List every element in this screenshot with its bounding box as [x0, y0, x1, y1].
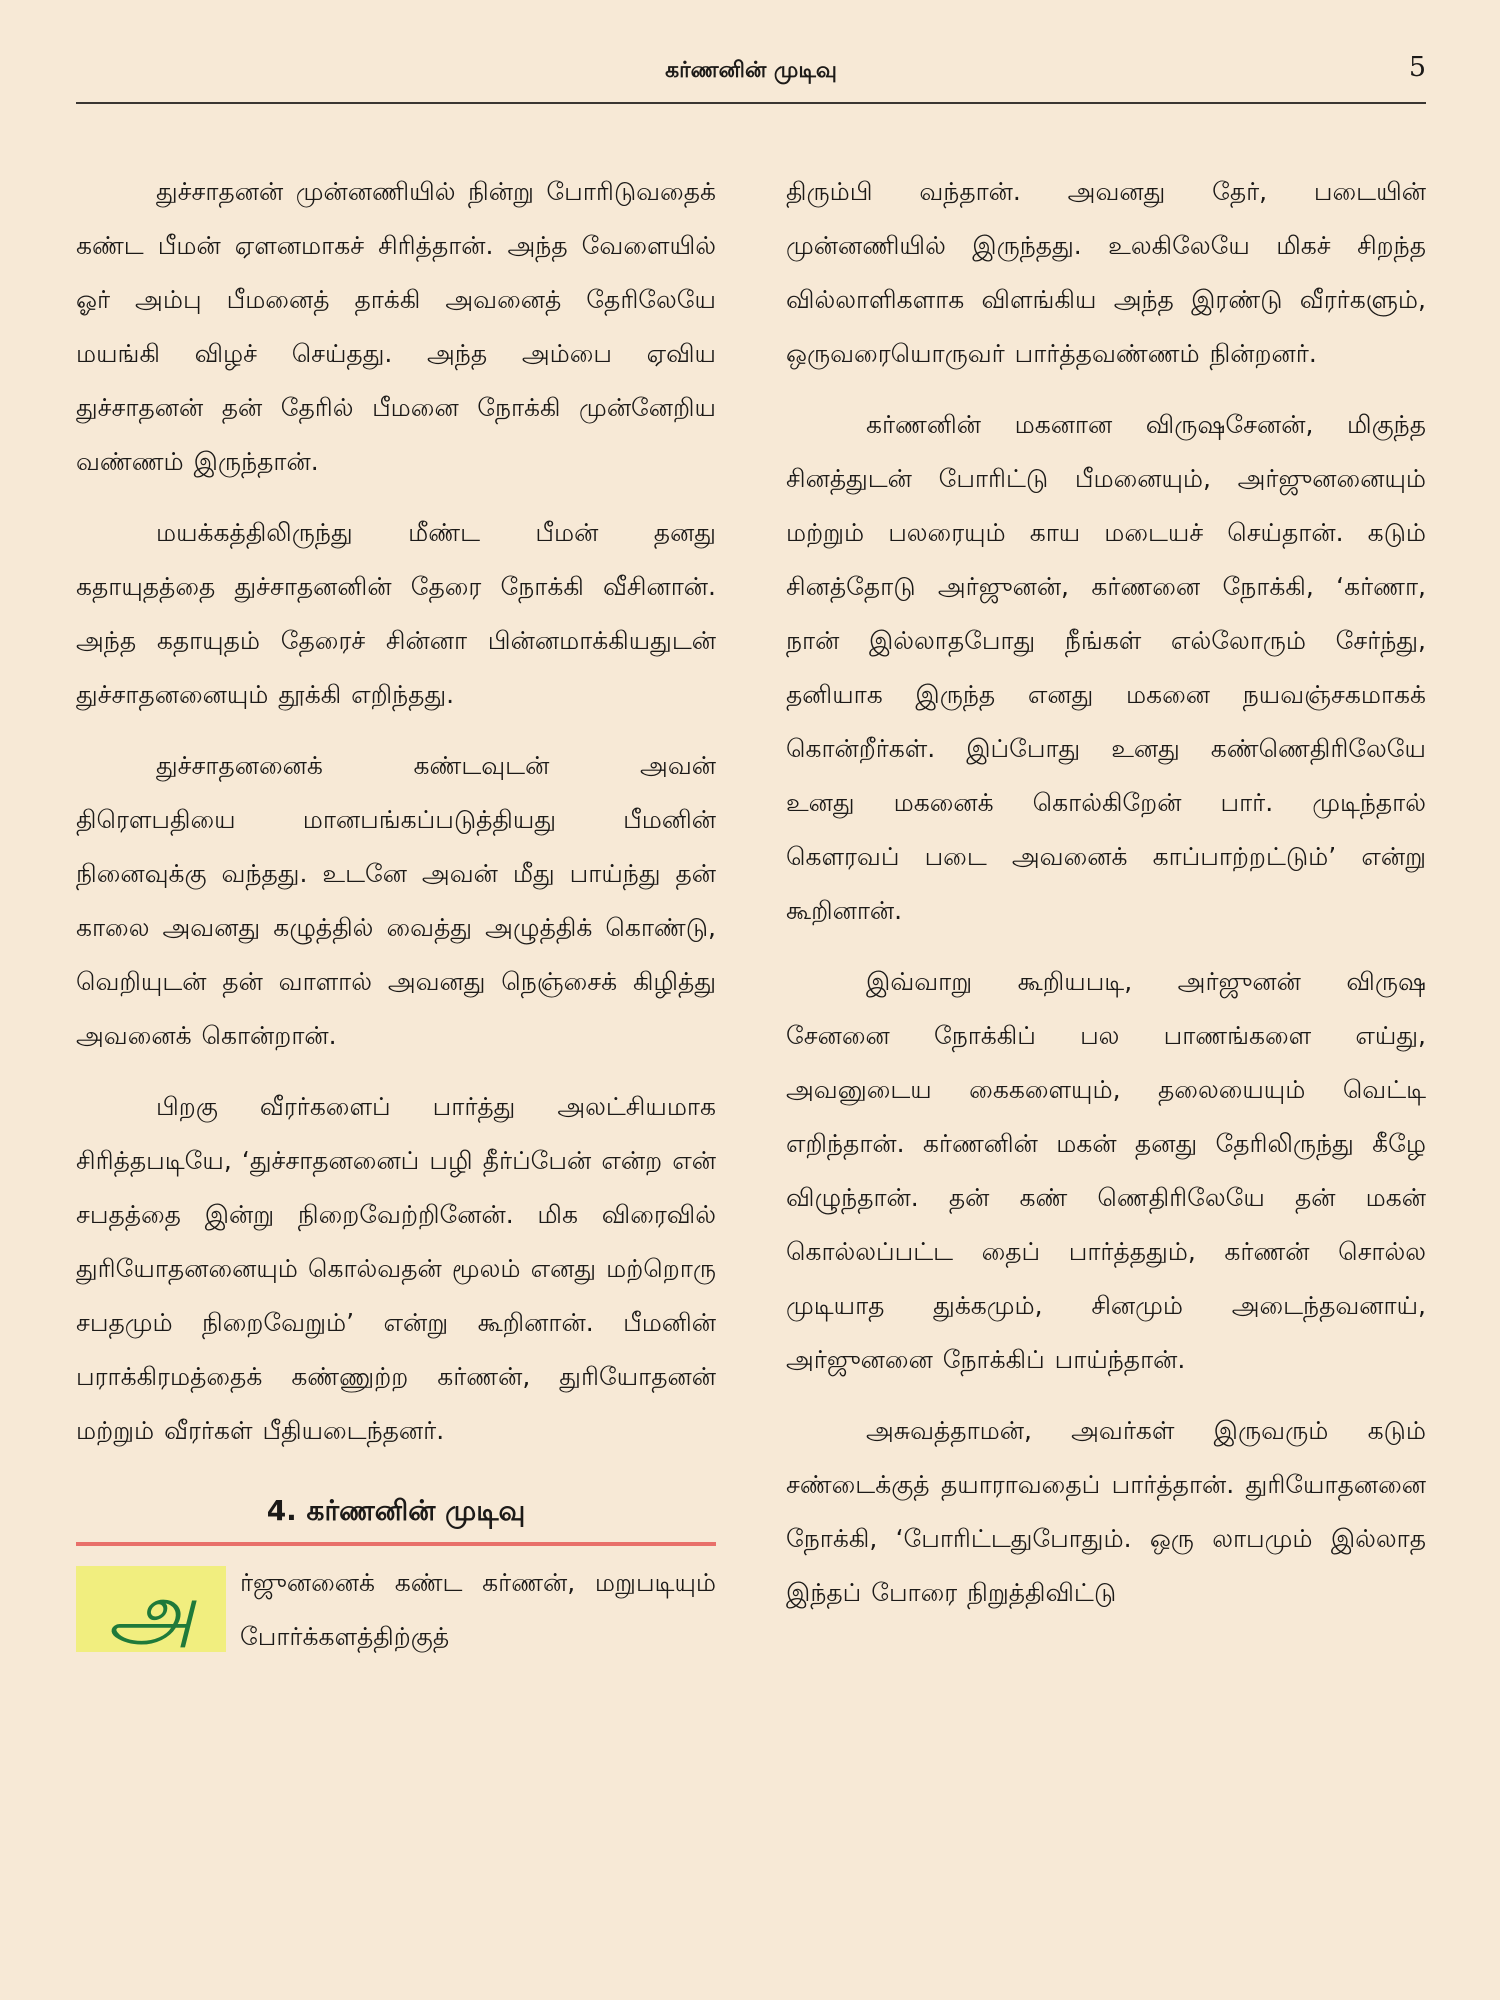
- left-column: [76, 165, 716, 1664]
- paragraph: துச்சாதனன் முன்னணியில் நின்று போரிடுவதைக் கண்ட பீமன் ஏளனமாகச் சிரித்தான். அந்த வேளையில் ஓர் அம்பு பீமனைத் தாக்கி அவனைத் தேரிலேயே மயங்கி விழச் செய்தது. அந்த அம்பை ஏவிய துச்சாதனன் தன் தேரில் பீமனை நோக்கி முன்னேறிய வண்ணம் இருந்தான்.: [76, 177, 716, 476]
- heading-rule: [76, 1542, 716, 1546]
- paragraph: அசுவத்தாமன், அவர்கள் இருவரும் கடும் சண்டைக்குத் தயாராவதைப் பார்த்தான். துரியோதனனை நோக்கி, ‘போரிட்டதுபோதும். ஒரு லாபமும் இல்லாத இந்தப் போரை நிறுத்திவிட்டு: [786, 1416, 1426, 1607]
- right-column: [786, 165, 1426, 1620]
- paragraph: கர்ணனின் மகனான விருஷசேனன், மிகுந்த சினத்துடன் போரிட்டு பீமனையும், அர்ஜுனனையும் மற்றும் பலரையும் காய மடையச் செய்தான். கடும் சினத்தோடு அர்ஜுனன், கர்ணனை நோக்கி, ‘கர்ணா, நான் இல்லாதபோது நீங்கள் எல்லோரும் சேர்ந்து, தனியாக இருந்த எனது மகனை நயவஞ்சகமாகக் கொன்றீர்கள். இப்போது உனது கண்ணெதிரிலேயே உனது மகனைக் கொல்கிறேன் பார். முடிந்தால் கௌரவப் படை அவனைக் காப்பாற்றட்டும்’ என்று கூறினான்.: [786, 410, 1426, 925]
- paragraph: திரும்பி வந்தான். அவனது தேர், படையின் முன்னணியில் இருந்தது. உலகிலேயே மிகச் சிறந்த வில்லாளிகளாக விளங்கிய அந்த இரண்டு வீரர்களும், ஒருவரையொருவர் பார்த்தவண்ணம் நின்றனர்.: [786, 177, 1426, 368]
- paragraph: துச்சாதனனைக் கண்டவுடன் அவன் திரௌபதியை மானபங்கப்படுத்தியது பீமனின் நினைவுக்கு வந்தது. உடனே அவன் மீது பாய்ந்து தன் காலை அவனது கழுத்தில் வைத்து அழுத்திக் கொண்டு, வெறியுடன் தன் வாளால் அவனது நெஞ்சைக் கிழித்து அவனைக் கொன்றான்.: [76, 751, 716, 1050]
- page-number: 5: [1408, 52, 1426, 83]
- dropcap-text: ர்ஜுனனைக் கண்ட கர்ணன், மறுபடியும் போர்க்களத்திற்குத்: [240, 1568, 716, 1651]
- dropcap-glyph: அ: [107, 1567, 195, 1652]
- running-title: கர்ணனின் முடிவு: [665, 58, 837, 83]
- running-header: [76, 52, 1426, 104]
- paragraph: இவ்வாறு கூறியபடி, அர்ஜுனன் விருஷ சேனனை நோக்கிப் பல பாணங்களை எய்து, அவனுடைய கைகளையும், தலையையும் வெட்டி எறிந்தான். கர்ணனின் மகன் தனது தேரிலிருந்து கீழே விழுந்தான். தன் கண் ணெதிரிலேயே தன் மகன் கொல்லப்பட்ட தைப் பார்த்ததும், கர்ணன் சொல்ல முடியாத துக்கமும், சினமும் அடைந்தவனாய், அர்ஜுனனை நோக்கிப் பாய்ந்தான்.: [786, 967, 1426, 1374]
- section-heading: 4. கர்ணனின் முடிவு: [266, 1494, 526, 1527]
- dropcap-paragraph: [76, 1556, 716, 1664]
- dropcap-letter: [76, 1566, 226, 1652]
- paragraph: பிறகு வீரர்களைப் பார்த்து அலட்சியமாக சிரித்தபடியே, ‘துச்சாதனனைப் பழி தீர்ப்பேன் என்ற என் சபதத்தை இன்று நிறைவேற்றினேன். மிக விரைவில் துரியோதனனையும் கொல்வதன் மூலம் எனது மற்றொரு சபதமும் நிறைவேறும்’ என்று கூறினான். பீமனின் பராக்கிரமத்தைக் கண்ணுற்ற கர்ணன், துரியோதனன் மற்றும் வீரர்கள் பீதியடைந்தனர்.: [76, 1092, 716, 1445]
- dropcap-box: [76, 1566, 226, 1652]
- paragraph: மயக்கத்திலிருந்து மீண்ட பீமன் தனது கதாயுதத்தை துச்சாதனனின் தேரை நோக்கி வீசினான். அந்த கதாயுதம் தேரைச் சின்னா பின்னமாக்கியதுடன் துச்சாதனனையும் தூக்கி எறிந்தது.: [76, 518, 716, 709]
